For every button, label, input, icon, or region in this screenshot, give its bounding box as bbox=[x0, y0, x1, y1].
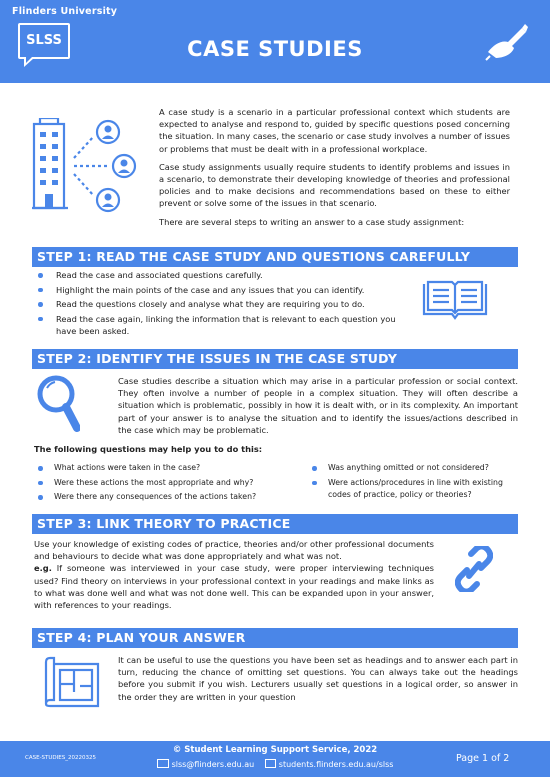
step3-text bbox=[34, 538, 434, 611]
footer-website-link[interactable]: students.flinders.edu.au/slss bbox=[278, 760, 394, 769]
document-code: CASE-STUDIES_20220325 bbox=[25, 755, 96, 761]
list-item bbox=[306, 477, 520, 502]
list-item-text: Was anything omitted or not considered? bbox=[328, 463, 489, 472]
step3-paragraph: Use your knowledge of existing codes of practice, theories and/or other professional documents and behaviours to decide what was done appropriately and what was not. bbox=[34, 539, 434, 562]
step3-heading: STEP 3: LINK THEORY TO PRACTICE bbox=[32, 514, 518, 534]
computer-icon bbox=[265, 759, 276, 768]
list-item bbox=[32, 491, 302, 504]
building-network-icon bbox=[32, 118, 144, 216]
intro-paragraph-3: There are several steps to writing an answer to a case study assignment: bbox=[159, 216, 465, 227]
page-footer bbox=[0, 741, 550, 777]
bullet-icon bbox=[312, 466, 317, 471]
list-item bbox=[32, 298, 402, 311]
list-item-text: Were these actions the most appropriate and why? bbox=[54, 477, 254, 487]
step4-text: It can be useful to use the questions you have been set as headings and to answer each part in turn, reducing the chance of omitting set questions. You can always take out the headings before you submit if you wish. Lecturers usually set questions in a logical order, so answer in the order they are written in your question bbox=[118, 655, 518, 702]
step2-right-list bbox=[306, 462, 520, 504]
step1-heading: STEP 1: READ THE CASE STUDY AND QUESTIONS CAREFULLY bbox=[32, 247, 518, 267]
list-item-text: Were there any consequences of the actions taken? bbox=[54, 492, 257, 501]
list-item bbox=[32, 462, 302, 475]
step4-heading: STEP 4: PLAN YOUR ANSWER bbox=[32, 628, 518, 648]
bullet-icon bbox=[38, 481, 43, 486]
list-item bbox=[306, 462, 520, 475]
writing-hand-icon bbox=[484, 22, 528, 62]
page-title: CASE STUDIES bbox=[187, 37, 363, 61]
step2-questions-intro: The following questions may help you to do this: bbox=[34, 444, 263, 454]
list-item-text: Were actions/procedures in line with existing codes of practice, policy or theories? bbox=[328, 477, 503, 499]
chain-link-icon bbox=[455, 546, 493, 592]
step3-eg-text: If someone was interviewed in your case study, were proper interviewing techniques used? Find theory on interviews in your professional context in your readings and make links as to what was done well and what was not done well. This can be expanded upon in your answer, with references to your readings. bbox=[34, 563, 434, 611]
step2-left-list bbox=[32, 462, 302, 506]
step1-list bbox=[32, 269, 402, 340]
magnifier-icon bbox=[36, 374, 80, 432]
list-item-text: Read the case and associated questions carefully. bbox=[56, 270, 263, 280]
list-item bbox=[32, 477, 302, 490]
bullet-icon bbox=[38, 302, 43, 307]
open-book-icon bbox=[422, 280, 488, 320]
bullet-icon bbox=[38, 288, 43, 293]
bullet-icon bbox=[38, 273, 43, 278]
list-item-text: Read the questions closely and analyse what they are requiring you to do. bbox=[56, 299, 365, 309]
step2-text: Case studies describe a situation which may arise in a particular profession or social context. They often involve a number of people in a complex situation. They will often describe a situation which is problematic, possibly in how it is dealt with, or in its complexity. An important part of your answer is to analyse the situation and to identify the issues/actions described in the case which may be problematic. bbox=[118, 376, 518, 435]
list-item-text: What actions were taken in the case? bbox=[54, 463, 201, 472]
footer-copyright: © Student Learning Support Service, 2022 bbox=[172, 745, 378, 755]
step3-eg-label: e.g. bbox=[34, 563, 52, 574]
list-item-text: Highlight the main points of the case and any issues that you can identify. bbox=[56, 284, 365, 295]
mail-icon bbox=[157, 759, 169, 768]
footer-email-link[interactable]: slss@flinders.edu.au bbox=[171, 760, 255, 769]
intro-paragraph-2: Case study assignments usually require students to identify problems and issues in a scenario, to demonstrate their developing knowledge of theories and professional policies and to make decisions and recommendations based on these to either prevent or solve some of the issues in that scenario. bbox=[159, 161, 510, 209]
slss-logo: SLSS bbox=[18, 23, 70, 59]
list-item bbox=[32, 313, 402, 338]
university-name: Flinders University bbox=[12, 6, 118, 17]
page-header bbox=[0, 0, 550, 83]
bullet-icon bbox=[312, 481, 317, 486]
list-item bbox=[32, 269, 402, 282]
bullet-icon bbox=[38, 466, 43, 471]
bullet-icon bbox=[38, 495, 43, 500]
intro-paragraph-1: A case study is a scenario in a particular professional context which students are expected to analyse and respond to, guided by specific questions posed concerning the situation. In many cases, the scenario or case study involves a number of issues or problems that must be dealt with in a professional workplace. bbox=[159, 107, 510, 154]
blueprint-plan-icon bbox=[44, 656, 100, 708]
page-number: Page 1 of 2 bbox=[456, 753, 510, 764]
list-item-text: Read the case again, linking the information that is relevant to each question you have been asked. bbox=[56, 313, 396, 336]
bullet-icon bbox=[38, 317, 43, 322]
step2-heading: STEP 2: IDENTIFY THE ISSUES IN THE CASE STUDY bbox=[32, 349, 518, 369]
intro-text bbox=[159, 106, 510, 234]
list-item bbox=[32, 284, 402, 297]
